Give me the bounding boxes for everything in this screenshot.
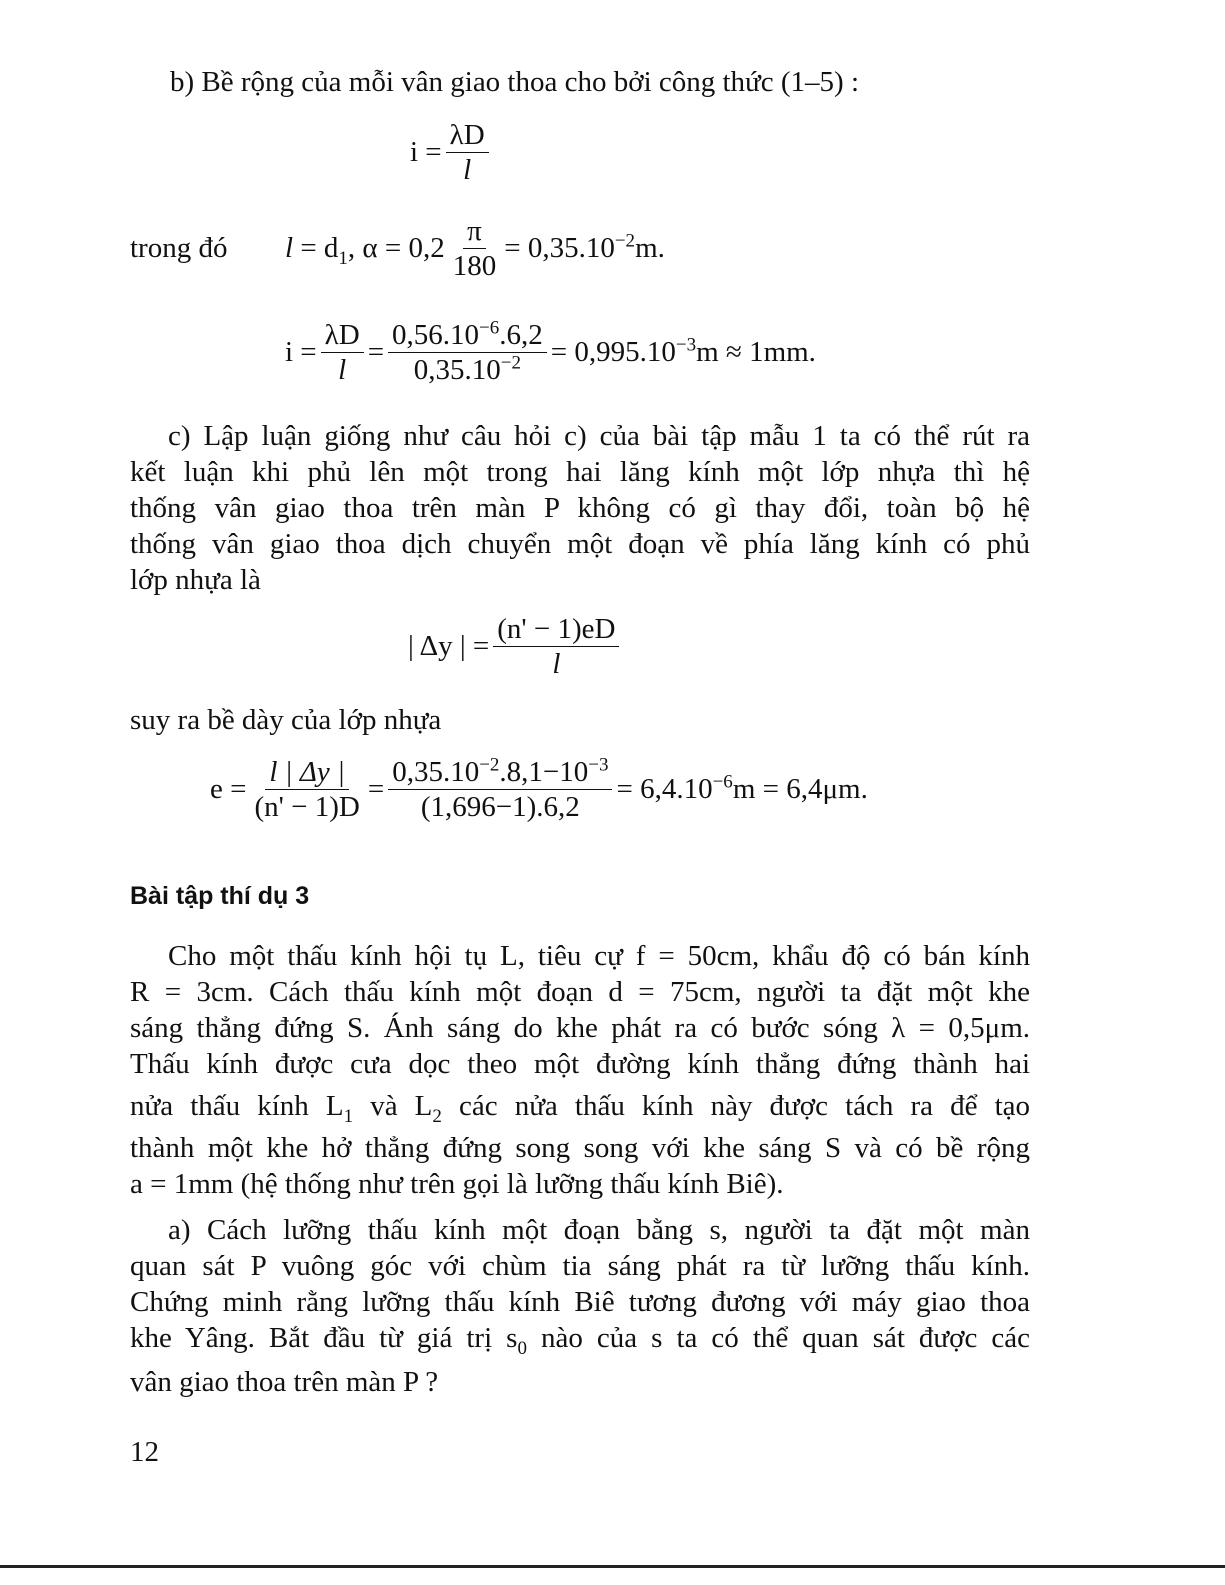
ex3-p2-line-4: khe Yâng. Bắt đầu từ giá trị $s_0$ nào của s ta có thể quan sát được các (130, 1322, 1030, 1359)
ex3-p2-line-1: a) Cách lưỡng thấu kính một đoạn bằng s, người ta đặt một màn (168, 1214, 1030, 1246)
part-c-line-2: kết luận khi phủ lên một trong hai lăng kính một lớp nhựa thì hệ (130, 456, 1030, 488)
page-bottom-edge (0, 1565, 1225, 1568)
where-label: trong đó (130, 232, 228, 264)
part-c-line-3: thống vân giao thoa trên màn P không có gì thay đổi, toàn bộ hệ (130, 492, 1030, 524)
ex3-p1-line-5: nửa thấu kính $L_1$ và $L_2$ các nửa thấu kính này được tách ra để tạo (130, 1090, 1030, 1127)
calc-denominator-2: $0,35.10^{-2}$ (413, 352, 522, 386)
thickness-fraction-2 (388, 755, 612, 824)
calc-equals: = (367, 336, 385, 368)
shift-lhs: | Δy | = (408, 630, 490, 662)
ex3-p1-line-6: thành một khe hở thẳng đứng song song với khe sáng S và có bề rộng (130, 1132, 1030, 1164)
thickness-result: = $6,4.10^{-6}m = 6,4\mu m$. (616, 771, 868, 805)
where-denominator: 180 (452, 250, 497, 282)
width-calculation (285, 318, 816, 387)
part-c-line-1: c) Lập luận giống như câu hỏi c) của bài tập mẫu 1 ta có thể rút ra (168, 420, 1030, 452)
where-formula (285, 214, 665, 283)
ex3-p1-line-7: a = 1mm (hệ thống như trên gọi là lưỡng thấu kính Biê). (130, 1168, 784, 1200)
ex3-p2-line-3: Chứng minh rằng lưỡng thấu kính Biê tương đương với máy giao thoa (130, 1286, 1030, 1318)
where-alpha: , α = 0,2 (347, 232, 445, 264)
formula-lhs: i = (410, 136, 442, 168)
part-c-line-4: thống vân giao thoa dịch chuyển một đoạn về phía lăng kính có phủ (130, 528, 1030, 560)
thickness-fraction-1 (250, 755, 363, 824)
ex3-p1-line-1: Cho một thấu kính hội tụ L, tiêu cự f = 50cm, khẩu độ có bán kính (168, 940, 1030, 972)
part-c-line-5: lớp nhựa là (130, 564, 261, 596)
thickness-equals: = (367, 773, 385, 805)
where-numerator: π (463, 214, 486, 249)
thickness-numerator-1: l | Δy | (265, 755, 349, 790)
ex3-p2-line-5: vân giao thoa trên màn P ? (130, 1366, 439, 1398)
formula-fraction (446, 118, 489, 187)
where-fraction (449, 214, 501, 283)
section-heading: Bài tập thí dụ 3 (130, 882, 310, 910)
shift-formula (408, 612, 623, 681)
page-number: 12 (130, 1436, 159, 1468)
ex3-p1-line-3: sáng thẳng đứng S. Ánh sáng do khe phát ra có bước sóng λ = 0,5μm. (130, 1012, 1030, 1044)
calc-lhs: i = (285, 336, 317, 368)
shift-fraction (493, 612, 619, 681)
calc-numerator-1: λD (321, 318, 364, 353)
where-lhs: $l = d_1$ (285, 232, 348, 269)
ex3-p2-line-2: quan sát P vuông góc với chùm tia sáng phát ra từ lưỡng thấu kính. (130, 1250, 1030, 1282)
calc-denominator-1: l (338, 354, 347, 386)
ex3-p1-line-2: R = 3cm. Cách thấu kính một đoạn d = 75cm, người ta đặt một khe (130, 976, 1030, 1008)
calc-result: = $0,995.10^{-3}m \approx 1mm$. (550, 334, 816, 368)
thickness-label: suy ra bề dày của lớp nhựa (130, 704, 442, 736)
thickness-lhs: e = (210, 773, 247, 805)
calc-fraction-1 (321, 318, 364, 387)
ex3-p1-line-4: Thấu kính được cưa dọc theo một đường kính thẳng đứng thành hai (130, 1048, 1030, 1080)
where-result: = $0,35.10^{-2}m$. (504, 230, 665, 264)
formula-denominator: l (463, 154, 472, 186)
calc-numerator-2: $0,56.10^{-6}.6,2$ (388, 318, 547, 353)
formula-numerator: λD (446, 118, 489, 153)
thickness-formula (210, 755, 868, 824)
calc-fraction-2 (388, 318, 547, 387)
thickness-numerator-2: $0,35.10^{-2}.8,1-10^{-3}$ (388, 755, 612, 790)
width-formula (410, 118, 493, 187)
part-b-intro: b) Bề rộng của mỗi vân giao thoa cho bởi công thức (1–5) : (170, 66, 860, 98)
thickness-denominator-1: (n' − 1)D (254, 791, 360, 823)
shift-numerator: (n' − 1)eD (493, 612, 619, 647)
shift-denominator: l (552, 648, 561, 680)
thickness-denominator-2: (1,696−1).6,2 (420, 791, 580, 823)
